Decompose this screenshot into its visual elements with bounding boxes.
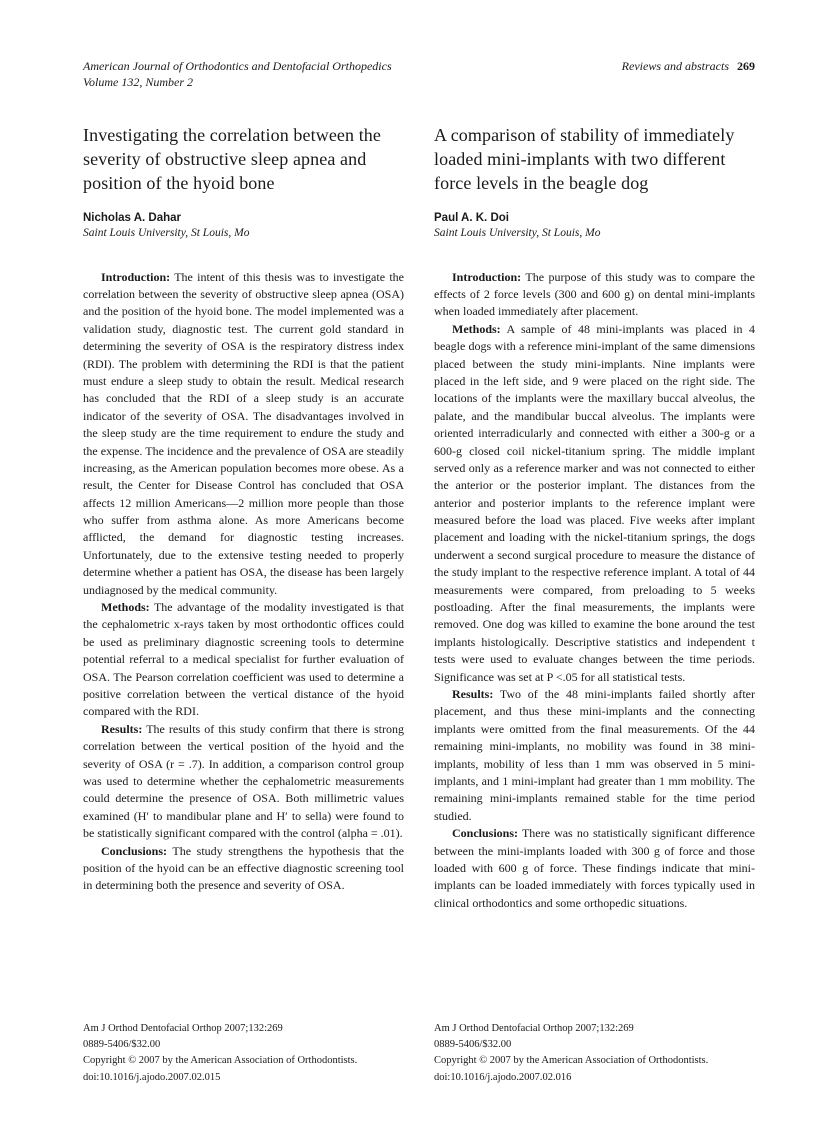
section-label: Results: <box>101 721 143 736</box>
section-text: The study strengthens the hypothesis that the position of the hyoid can be an effective diagnostic screening tool in determining both the presence and severity of OSA. <box>83 843 404 893</box>
doi-line: doi:10.1016/j.ajodo.2007.02.016 <box>434 1071 572 1083</box>
citation-line: Am J Orthod Dentofacial Orthop 2007;132:269 <box>83 1022 283 1034</box>
abstract-section-conclusions <box>83 843 404 895</box>
article-title: A comparison of stability of immediately loaded mini-implants with two different force levels in the beagle dog <box>434 125 735 193</box>
section-text: A sample of 48 mini-implants was placed in 4 beagle dogs with a reference mini-implant of the same dimensions placed between the study mini-implants. Nine implants were placed in the left side, and 9 were placed on the right side. The locations of the implants were the maxillary buccal alveolus, the palate, and the mandibular buccal alveolus. The implants were oriented interradicularly and connected with either a 300-g or a 600-g closed coil nickel-titanium spring. The middle implant served only as a reference marker and was not connected to either the anterior or the posterior implant. The distances from the anterior and posterior implants to the reference implant were measured before the load was placed. Five weeks after implant placement and loading with the nickel-titanium springs, the dogs underwent a second surgical procedure to measure the distance of the study implant to the respective reference implant. A total of 44 measurements were compared, from preloading to 5 weeks postloading. After the final measurements, the implants were removed. One dog was killed to examine the bone around the test implants histologically. Descriptive statistics and independent t tests were used to evaluate changes between the time periods. Significance was set at P <.05 for all statistical tests. <box>434 321 755 684</box>
section-text: The advantage of the modality investigated is that the cephalometric x-rays taken by most orthodontic offices could be used as preliminary diagnostic screening tools to determine potential referral to a medical specialist for further evaluation of OSA. The Pearson correlation coefficient was used to determine a positive correlation between the vertical distance of the hyoid compared with the RDI. <box>83 600 404 719</box>
section-label: Conclusions: <box>101 843 168 858</box>
section-text: The purpose of this study was to compare the effects of 2 force levels (300 and 600 g) on dental mini-implants when loaded immediately after placement. <box>434 269 755 319</box>
section-text: The intent of this thesis was to investigate the correlation between the severity of obstructive sleep apnea (OSA) and the position of the hyoid bone. The model implemented was a validation study, diagnostic test. The current gold standard in determining the severity of OSA is the respiratory distress index (RDI). The problem with determining the RDI is that the patient must endure a sleep study to obtain the result. Medical research has concluded that the RDI of a sleep study is an accurate indicator of the severity of OSA. The disadvantages involved in the sleep study are the time requirement to endure the study and the expense. The incidence and the prevalence of OSA are steadily increasing, as the American population becomes more obese. As a result, the Center for Disease Control has concluded that OSA affects 12 million Americans—2 million more people than those who suffer from asthma alone. As more Americans become afflicted, the demand for diagnostic testing increases. Unfortunately, due to the extensive testing needed to properly determine whether a patient has OSA, the disease has been largely undiagnosed by the medical community. <box>83 269 404 597</box>
section-label: Methods: <box>101 600 150 615</box>
section-text: The results of this study confirm that there is strong correlation between the vertical position of the hyoid and the severity of OSA (r = .7). In addition, a comparison control group was used to determine whether the cephalometric measurements could determine the presence of OSA. Both millimetric values examined (H′ to mandibular plane and H′ to sella) were found to be statistically significant compared with the control (alpha = .01). <box>83 721 404 841</box>
abstract-body <box>83 269 404 895</box>
running-head-right <box>622 58 755 74</box>
copyright-line: Copyright © 2007 by the American Association of Orthodontists. <box>83 1055 358 1067</box>
abstract-section-introduction <box>434 269 755 321</box>
citation-footer <box>434 1007 755 1086</box>
section-text: There was no statistically significant difference between the mini-implants loaded with 300 g of force and those loaded with 600 g of force. These findings indicate that mini-implants can be loaded immediately with forces typically used in clinical orthodontics and some orthopedic situations. <box>434 826 755 910</box>
journal-volume: Volume 132, Number 2 <box>83 75 193 90</box>
abstract-section-results <box>83 721 404 843</box>
journal-name: American Journal of Orthodontics and Dentofacial Orthopedics <box>83 59 392 73</box>
citation-footer <box>83 1007 404 1086</box>
section-label: Introduction: <box>101 269 171 284</box>
article-title: Investigating the correlation between the severity of obstructive sleep apnea and position of the hyoid bone <box>83 125 381 193</box>
author-affiliation: Saint Louis University, St Louis, Mo <box>83 226 250 239</box>
abstract-section-conclusions <box>434 825 755 912</box>
section-label: Methods: <box>452 321 501 336</box>
abstract-section-results <box>434 686 755 825</box>
section-title: Reviews and abstracts <box>621 59 729 73</box>
journal-identification <box>83 58 392 90</box>
section-label: Results: <box>452 687 494 701</box>
abstract-body <box>434 269 755 912</box>
section-label: Introduction: <box>452 269 522 284</box>
author-name: Nicholas A. Dahar <box>83 211 181 224</box>
abstract-section-introduction <box>83 269 404 599</box>
abstract-section-methods <box>83 599 404 721</box>
running-head <box>83 58 755 90</box>
author-affiliation: Saint Louis University, St Louis, Mo <box>434 226 601 239</box>
citation-line: Am J Orthod Dentofacial Orthop 2007;132:269 <box>434 1022 634 1034</box>
issn-price-line: 0889-5406/$32.00 <box>83 1039 161 1051</box>
article-right <box>434 124 755 1086</box>
author-name: Paul A. K. Doi <box>434 211 509 224</box>
two-column-layout <box>83 124 755 1086</box>
section-label: Conclusions: <box>452 826 519 841</box>
section-text: Two of the 48 mini-implants failed shortly after placement, and thus these mini-implants and the connecting implants were omitted from the final measurements. Of the 44 remaining mini-implants, no mobility was found in 38 mini-implants, mobility of less than 1 mm was observed in 5 mini-implants, and 1 mini-implant had greater than 1 mm mobility. The remaining mini-implants remained stable for the time period studied. <box>434 687 755 823</box>
issn-price-line: 0889-5406/$32.00 <box>434 1039 512 1051</box>
copyright-line: Copyright © 2007 by the American Association of Orthodontists. <box>434 1055 709 1067</box>
doi-line: doi:10.1016/j.ajodo.2007.02.015 <box>83 1071 221 1083</box>
abstract-section-methods <box>434 321 755 686</box>
article-left <box>83 124 404 1086</box>
page-number: 269 <box>737 59 755 73</box>
